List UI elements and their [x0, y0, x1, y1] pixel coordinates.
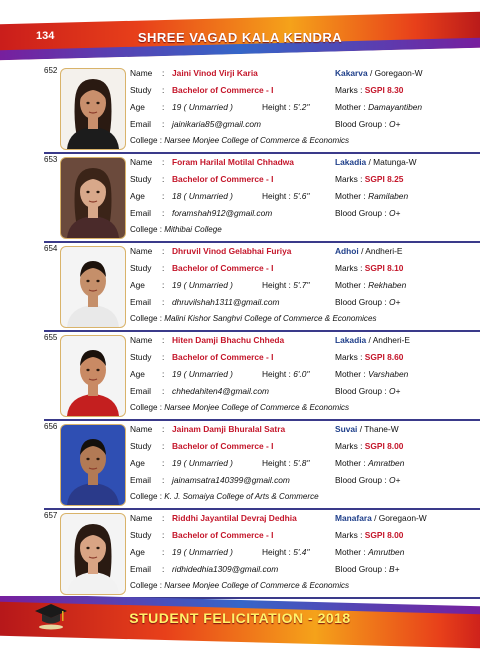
gotra: Lakadia: [335, 335, 367, 345]
height-value: 5'.6": [293, 191, 310, 201]
entry-number: 655: [44, 333, 58, 342]
mother-label: Mother: [335, 191, 362, 201]
entry-divider: [44, 152, 480, 154]
page-number: 134: [36, 30, 55, 42]
marks-field: Marks : SGPI 8.25: [335, 174, 404, 184]
native-place: [335, 157, 416, 167]
age-value: 19 ( Unmarried ): [172, 280, 233, 290]
mother-value: Varshaben: [368, 369, 409, 379]
marks-value: SGPI 8.60: [364, 352, 404, 362]
height-field: Height : 6'.0": [262, 369, 310, 379]
student-name: Dhruvil Vinod Gelabhai Furiya: [172, 246, 292, 256]
age-label: Age: [130, 280, 145, 290]
native-place: [335, 513, 427, 523]
gotra: Lakadia: [335, 157, 367, 167]
residence: / Andheri-E: [368, 335, 410, 345]
college-row: College : Narsee Monjee College of Commerce & Economics: [130, 136, 350, 145]
mother-label: Mother: [335, 369, 362, 379]
blood-group-label: Blood Group: [335, 208, 383, 218]
age-label: Age: [130, 102, 145, 112]
marks-label: Marks: [335, 352, 358, 362]
residence: / Goregaon-W: [369, 68, 423, 78]
blood-group-label: Blood Group: [335, 475, 383, 485]
gotra: Suvai: [335, 424, 358, 434]
college-value: Mithibai College: [164, 225, 222, 234]
marks-field: Marks : SGPI 8.10: [335, 263, 404, 273]
marks-field: Marks : SGPI 8.60: [335, 352, 404, 362]
marks-value: SGPI 8.25: [364, 174, 404, 184]
mother-value: Ramilaben: [368, 191, 409, 201]
age-value: 19 ( Unmarried ): [172, 369, 233, 379]
email-label: Email: [130, 564, 151, 574]
blood-group-field: Blood Group : O+: [335, 386, 401, 396]
student-photo: [60, 246, 126, 328]
college-row: College : K. J. Somaiya College of Arts & Commerce: [130, 492, 319, 501]
gotra: Kakarva: [335, 68, 368, 78]
email-value: ridhidedhia1309@gmail.com: [172, 564, 279, 574]
entry-number: 657: [44, 511, 58, 520]
portrait-image: [61, 514, 125, 594]
entry-number: 654: [44, 244, 58, 253]
blood-group-value: B+: [389, 564, 400, 574]
blood-group-field: Blood Group : B+: [335, 564, 400, 574]
marks-field: Marks : SGPI 8.30: [335, 85, 404, 95]
native-place: [335, 68, 423, 78]
marks-value: SGPI 8.30: [364, 85, 404, 95]
mother-field: Mother : Ramilaben: [335, 191, 409, 201]
height-label: Height: [262, 191, 287, 201]
name-label: Name: [130, 246, 153, 256]
student-name: Hiten Damji Bhachu Chheda: [172, 335, 285, 345]
age-value: 18 ( Unmarried ): [172, 191, 233, 201]
entry-number: 653: [44, 155, 58, 164]
mother-field: Mother : Varshaben: [335, 369, 409, 379]
blood-group-value: O+: [389, 297, 401, 307]
height-field: Height : 5'.7": [262, 280, 310, 290]
student-photo: [60, 513, 126, 595]
mother-label: Mother: [335, 280, 362, 290]
marks-label: Marks: [335, 85, 358, 95]
blood-group-value: O+: [389, 475, 401, 485]
mother-label: Mother: [335, 547, 362, 557]
blood-group-value: O+: [389, 386, 401, 396]
college-row: College : Malini Kishor Sanghvi College of Commerce & Economices: [130, 314, 377, 323]
study-value: Bachelor of Commerce - I: [172, 263, 274, 273]
height-value: 5'.2": [293, 102, 310, 112]
portrait-image: [61, 425, 125, 505]
marks-value: SGPI 8.10: [364, 263, 404, 273]
student-name: Jaini Vinod Virji Karia: [172, 68, 258, 78]
email-value: jainikaria85@gmail.com: [172, 119, 262, 129]
blood-group-value: O+: [389, 208, 401, 218]
college-label: College: [130, 136, 158, 145]
entry-divider: [44, 330, 480, 332]
marks-label: Marks: [335, 263, 358, 273]
native-place: [335, 424, 399, 434]
marks-label: Marks: [335, 174, 358, 184]
blood-group-label: Blood Group: [335, 386, 383, 396]
height-field: Height : 5'.6": [262, 191, 310, 201]
height-value: 5'.7": [293, 280, 310, 290]
blood-group-field: Blood Group : O+: [335, 475, 401, 485]
gotra: Manafara: [335, 513, 372, 523]
portrait-image: [61, 158, 125, 238]
study-value: Bachelor of Commerce - I: [172, 441, 274, 451]
student-entry: 653 Name : Foram Harilal Motilal Chhadwa Lakadia / Matunga-W Study : Bachelor of Commerce - I Marks : SGPI 8.25 Age : 18 ( Unmarried ) Height : 5'.6" Mother : Ramilaben Email : foramshah912@gmail.com Blood Group : O+ College : Mithibai College: [0, 155, 480, 243]
entry-divider: [44, 241, 480, 243]
blood-group-field: Blood Group : O+: [335, 208, 401, 218]
marks-label: Marks: [335, 441, 358, 451]
email-value: chhedahiten4@gmail.com: [172, 386, 269, 396]
native-place: [335, 335, 410, 345]
college-row: College : Narsee Monjee College of Commerce & Economics: [130, 403, 350, 412]
blood-group-label: Blood Group: [335, 119, 383, 129]
entry-number: 656: [44, 422, 58, 431]
blood-group-label: Blood Group: [335, 564, 383, 574]
study-label: Study: [130, 441, 152, 451]
email-value: jainamsatra140399@gmail.com: [172, 475, 290, 485]
student-entry: 657 Name : Riddhi Jayantilal Devraj Dedhia Manafara / Goregaon-W Study : Bachelor of Commerce - I Marks : SGPI 8.00 Age : 19 ( Unmarried ) Height : 5'.4" Mother : Amrutben Email : ridhidedhia1309@gmail.com Blood Group : B+ College : Narsee Monjee College of Commerce & Economics: [0, 511, 480, 599]
name-label: Name: [130, 68, 153, 78]
native-place: [335, 246, 403, 256]
age-label: Age: [130, 369, 145, 379]
height-label: Height: [262, 369, 287, 379]
mother-value: Damayantiben: [368, 102, 423, 112]
portrait-image: [61, 247, 125, 327]
blood-group-field: Blood Group : O+: [335, 297, 401, 307]
study-value: Bachelor of Commerce - I: [172, 174, 274, 184]
student-name: Riddhi Jayantilal Devraj Dedhia: [172, 513, 297, 523]
study-label: Study: [130, 174, 152, 184]
email-label: Email: [130, 208, 151, 218]
height-value: 5'.8": [293, 458, 310, 468]
college-value: Narsee Monjee College of Commerce & Economics: [164, 136, 350, 145]
age-value: 19 ( Unmarried ): [172, 547, 233, 557]
name-label: Name: [130, 335, 153, 345]
name-label: Name: [130, 424, 153, 434]
student-photo: [60, 335, 126, 417]
mother-label: Mother: [335, 102, 362, 112]
college-row: College : Narsee Monjee College of Commerce & Economics: [130, 581, 350, 590]
entry-divider: [44, 419, 480, 421]
study-value: Bachelor of Commerce - I: [172, 530, 274, 540]
age-value: 19 ( Unmarried ): [172, 102, 233, 112]
residence: / Thane-W: [359, 424, 399, 434]
name-label: Name: [130, 157, 153, 167]
mother-field: Mother : Amratben: [335, 458, 405, 468]
name-label: Name: [130, 513, 153, 523]
mother-label: Mother: [335, 458, 362, 468]
residence: / Andheri-E: [361, 246, 403, 256]
email-value: foramshah912@gmail.com: [172, 208, 273, 218]
study-label: Study: [130, 530, 152, 540]
height-label: Height: [262, 280, 287, 290]
marks-value: SGPI 8.00: [364, 530, 404, 540]
college-value: Narsee Monjee College of Commerce & Economics: [164, 581, 350, 590]
height-value: 5'.4": [293, 547, 310, 557]
entry-divider: [44, 508, 480, 510]
age-value: 19 ( Unmarried ): [172, 458, 233, 468]
student-photo: [60, 424, 126, 506]
height-label: Height: [262, 102, 287, 112]
mother-value: Amratben: [368, 458, 405, 468]
height-field: Height : 5'.4": [262, 547, 310, 557]
entry-number: 652: [44, 66, 58, 75]
college-label: College: [130, 581, 158, 590]
study-label: Study: [130, 85, 152, 95]
portrait-image: [61, 336, 125, 416]
height-field: Height : 5'.2": [262, 102, 310, 112]
page-header: [0, 0, 480, 62]
blood-group-field: Blood Group : O+: [335, 119, 401, 129]
residence: / Matunga-W: [368, 157, 417, 167]
marks-value: SGPI 8.00: [364, 441, 404, 451]
study-value: Bachelor of Commerce - I: [172, 85, 274, 95]
age-label: Age: [130, 547, 145, 557]
student-photo: [60, 157, 126, 239]
college-value: K. J. Somaiya College of Arts & Commerce: [164, 492, 319, 501]
portrait-image: [61, 69, 125, 149]
page-title: SHREE VAGAD KALA KENDRA: [137, 30, 343, 45]
email-value: dhruvilshah1311@gmail.com: [172, 297, 280, 307]
marks-field: Marks : SGPI 8.00: [335, 441, 404, 451]
email-label: Email: [130, 297, 151, 307]
mother-field: Mother : Damayantiben: [335, 102, 423, 112]
college-label: College: [130, 492, 158, 501]
mother-value: Amrutben: [368, 547, 405, 557]
age-label: Age: [130, 191, 145, 201]
student-name: Jainam Damji Bhuralal Satra: [172, 424, 286, 434]
email-label: Email: [130, 119, 151, 129]
student-name: Foram Harilal Motilal Chhadwa: [172, 157, 294, 167]
college-label: College: [130, 225, 158, 234]
height-field: Height : 5'.8": [262, 458, 310, 468]
college-value: Narsee Monjee College of Commerce & Economics: [164, 403, 350, 412]
student-entry: 656 Name : Jainam Damji Bhuralal Satra Suvai / Thane-W Study : Bachelor of Commerce - I Marks : SGPI 8.00 Age : 19 ( Unmarried ) Height : 5'.8" Mother : Amratben Email : jainamsatra140399@gmail.com Blood Group : O+ College : K. J. Somaiya College of Arts & Commerce: [0, 422, 480, 510]
page-footer: [0, 596, 480, 656]
study-label: Study: [130, 352, 152, 362]
marks-field: Marks : SGPI 8.00: [335, 530, 404, 540]
mother-field: Mother : Rekhaben: [335, 280, 407, 290]
mother-field: Mother : Amrutben: [335, 547, 405, 557]
marks-label: Marks: [335, 530, 358, 540]
footer-title: STUDENT FELICITATION - 2018: [129, 610, 351, 626]
mother-value: Rekhaben: [368, 280, 407, 290]
gotra: Adhoi: [335, 246, 359, 256]
email-label: Email: [130, 386, 151, 396]
email-label: Email: [130, 475, 151, 485]
college-label: College: [130, 314, 158, 323]
blood-group-label: Blood Group: [335, 297, 383, 307]
student-entry: 652 Name : Jaini Vinod Virji Karia Kakarva / Goregaon-W Study : Bachelor of Commerce - I Marks : SGPI 8.30 Age : 19 ( Unmarried ) Height : 5'.2" Mother : Damayantiben Email : jainikaria85@gmail.com Blood Group : O+ College : Narsee Monjee College of Commerce & Economics: [0, 66, 480, 154]
college-value: Malini Kishor Sanghvi College of Commerce & Economices: [164, 314, 377, 323]
college-label: College: [130, 403, 158, 412]
height-value: 6'.0": [293, 369, 310, 379]
age-label: Age: [130, 458, 145, 468]
student-photo: [60, 68, 126, 150]
residence: / Goregaon-W: [374, 513, 427, 523]
blood-group-value: O+: [389, 119, 401, 129]
height-label: Height: [262, 547, 287, 557]
student-entry: 654 Name : Dhruvil Vinod Gelabhai Furiya Adhoi / Andheri-E Study : Bachelor of Commerce - I Marks : SGPI 8.10 Age : 19 ( Unmarried ) Height : 5'.7" Mother : Rekhaben Email : dhruvilshah1311@gmail.com Blood Group : O+ College : Malini Kishor Sanghvi College of Commerce & Economices: [0, 244, 480, 332]
student-entry: 655 Name : Hiten Damji Bhachu Chheda Lakadia / Andheri-E Study : Bachelor of Commerce - I Marks : SGPI 8.60 Age : 19 ( Unmarried ) Height : 6'.0" Mother : Varshaben Email : chhedahiten4@gmail.com Blood Group : O+ College : Narsee Monjee College of Commerce & Economics: [0, 333, 480, 421]
study-value: Bachelor of Commerce - I: [172, 352, 274, 362]
height-label: Height: [262, 458, 287, 468]
study-label: Study: [130, 263, 152, 273]
college-row: College : Mithibai College: [130, 225, 222, 234]
